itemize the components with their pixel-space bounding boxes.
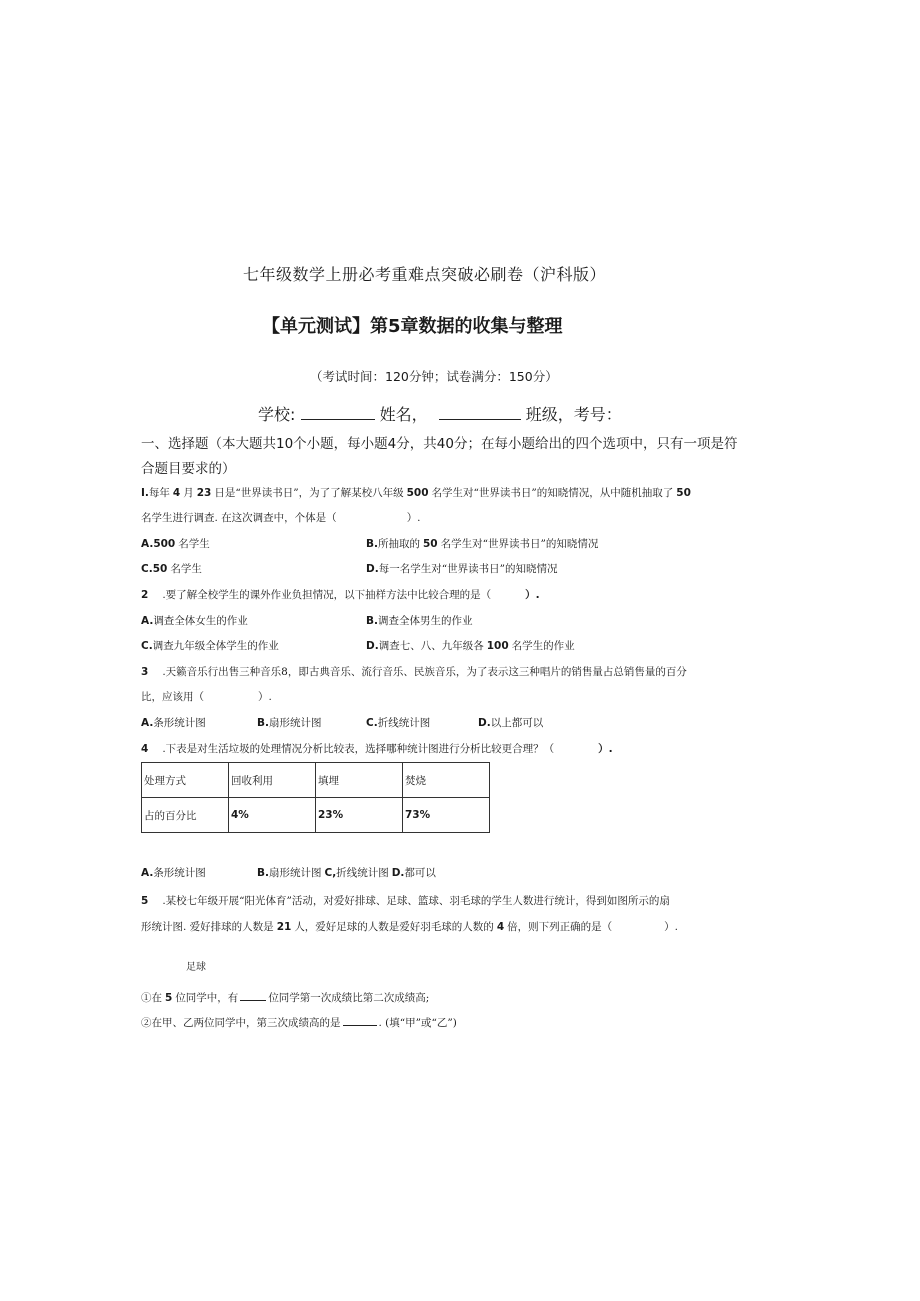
option-label: D. [478,717,491,729]
option-text: 每一名学生对“世界读书日”的知晓情况 [378,563,558,575]
option-label: A. [141,615,154,627]
section-heading-line1: 一、选择题（本大题共10个小题，每小题4分，共40分；在每小题给出的四个选项中，只有一项是符 [141,436,738,452]
q3-text: ）. [258,691,272,703]
q1-text: ）. [406,512,421,524]
option-bcd[interactable] [257,865,436,880]
option-text: 扇形统计图 [269,717,322,729]
q5-text: ）. [664,921,678,933]
option-text: 条形统计图 [153,717,206,729]
q5-text: .某校七年级开展“阳光体育”活动，对爱好排球、足球、篮球、羽毛球的学生人数进行统计，得到如图所示的扇 [162,895,670,907]
option-c[interactable] [141,561,202,576]
table-cell: 处理方式 [142,763,229,798]
option-a[interactable] [141,536,210,551]
pie-chart-label: 足球 [186,962,206,973]
question-3-line2 [141,689,272,704]
option-num: 50 [152,563,168,575]
q4-text: ）. [598,743,613,755]
option-label: B. [257,717,269,729]
q5-num: 21 [276,921,292,933]
option-text: 调查九年级全体学生的作业 [152,640,279,652]
option-a[interactable] [141,715,206,730]
option-label: D. [366,563,379,575]
option-label: B. [366,615,378,627]
q1-text: 日是“世界读书日”，为了了解某校八年级 [214,487,404,499]
name-blank[interactable] [439,405,521,420]
section-heading-line2: 合题目要求的） [141,461,236,477]
option-text: 名学生对“世界读书日”的知晓情况 [440,538,599,550]
q5-text: 倍，则下列正确的是（ [507,921,613,933]
question-2-number: 2 [141,589,149,601]
option-label: C. [366,717,378,729]
extra-text: 位同学第一次成绩比第二次成绩高; [268,992,430,1004]
option-d[interactable] [478,715,543,730]
option-label: B. [366,538,378,550]
question-1-line2 [141,510,421,525]
option-b[interactable] [366,536,598,551]
option-text: 调查七、八、九年级各 [378,640,484,652]
option-text: 名学生 [170,563,202,575]
option-d[interactable] [366,561,557,576]
q1-text: 名学生对“世界读书日”的知晓情况，从中随机抽取了 [431,487,674,499]
extra-text: 位同学中，有 [175,992,239,1004]
fill-blank[interactable] [240,990,266,1001]
q1-num: 50 [676,487,691,499]
fill-blank[interactable] [343,1015,377,1026]
option-num: 100 [486,640,509,652]
extra-question-2 [141,1015,457,1030]
option-label: C. [141,563,153,575]
q1-text: 名学生进行调查. 在这次调查中，个体是（ [141,512,337,524]
question-4-number: 4 [141,743,149,755]
page-title: 七年级数学上册必考重难点突破必刷卷（沪科版） [243,265,607,284]
extra-text: ②在甲、乙两位同学中，第三次成绩高的是 [141,1017,341,1029]
question-1-line1 [141,485,691,500]
option-b[interactable] [257,715,322,730]
q1-num: 500 [406,487,429,499]
table-header-row [142,763,490,798]
q3-text: 比，应该用（ [141,691,204,703]
table-cell: 回收利用 [229,763,316,798]
table-cell: 23% [316,798,403,833]
option-label: A. [141,717,154,729]
option-label: C. [141,640,153,652]
question-1-number: I. [141,487,149,499]
q1-num: 4 [172,487,181,499]
q1-text: 月 [183,487,194,499]
q2-text: ）. [525,589,540,601]
question-5-number: 5 [141,895,149,907]
q1-num: 23 [196,487,212,499]
q4-text: .下表是对生活垃圾的处理情况分析比较表，选择哪种统计图进行分析比较更合理？（ [162,743,555,755]
option-text: 调查全体女生的作业 [153,615,248,627]
table-cell: 填埋 [316,763,403,798]
q3-text: .天籁音乐行出售三种音乐8，即古典音乐、流行音乐、民族音乐，为了表示这三种唱片的销售量占总销售量的百分 [162,666,687,678]
name-label: 姓名， [379,405,428,424]
q1-text: 每年 [148,487,170,499]
q5-text: 形统计图. 爱好排球的人数是 [141,921,274,933]
question-2 [141,587,540,602]
extra-text: . (填“甲”或“乙”) [378,1017,457,1029]
option-text: 名学生的作业 [511,640,575,652]
option-label: A. [141,538,154,550]
option-a[interactable] [141,613,248,628]
table-cell: 焚烧 [403,763,490,798]
extra-text: ①在 [141,992,162,1004]
option-a[interactable] [141,865,206,880]
question-5-line2 [141,919,678,934]
question-3-number: 3 [141,666,149,678]
option-text: 名学生 [178,538,210,550]
table-cell: 4% [229,798,316,833]
option-text: 所抽取的 [378,538,420,550]
q5-num: 4 [496,921,505,933]
extra-num: 5 [165,992,173,1004]
option-label: B. [257,867,269,879]
unit-test-subtitle: 【单元测试】第5章数据的收集与整理 [262,316,563,337]
class-label: 班级，考号： [525,405,622,424]
question-4 [141,741,613,756]
table-row [142,798,490,833]
option-c[interactable] [366,715,430,730]
option-text: 折线统计图 [336,867,389,879]
option-label: D. [391,867,405,879]
option-num: 50 [423,538,438,550]
option-num: 500 [153,538,176,550]
school-blank[interactable] [301,405,375,420]
option-d[interactable] [366,638,575,653]
q5-text: 人，爱好足球的人数是爱好羽毛球的人数的 [294,921,494,933]
table-cell: 占的百分比 [142,798,229,833]
option-text: 折线统计图 [377,717,431,729]
extra-question-1 [141,990,429,1005]
student-info-line [258,402,622,425]
option-label: A. [141,867,154,879]
option-text: 以上都可以 [490,717,544,729]
exam-info: （考试时间：120分钟；试卷满分：150分） [310,369,558,384]
option-label: C, [324,867,337,879]
option-text: 条形统计图 [153,867,206,879]
q2-text: .要了解全校学生的课外作业负担情况，以下抽样方法中比较合理的是（ [162,589,492,601]
option-text: 都可以 [404,867,436,879]
option-text: 扇形统计图 [269,867,322,879]
option-c[interactable] [141,638,279,653]
question-5-line1 [141,893,670,908]
question-3-line1 [141,664,687,679]
school-label: 学校: [258,405,296,424]
option-text: 调查全体男生的作业 [378,615,473,627]
option-label: D. [366,640,379,652]
table-cell: 73% [403,798,490,833]
waste-table [141,762,490,833]
option-b[interactable] [366,613,473,628]
